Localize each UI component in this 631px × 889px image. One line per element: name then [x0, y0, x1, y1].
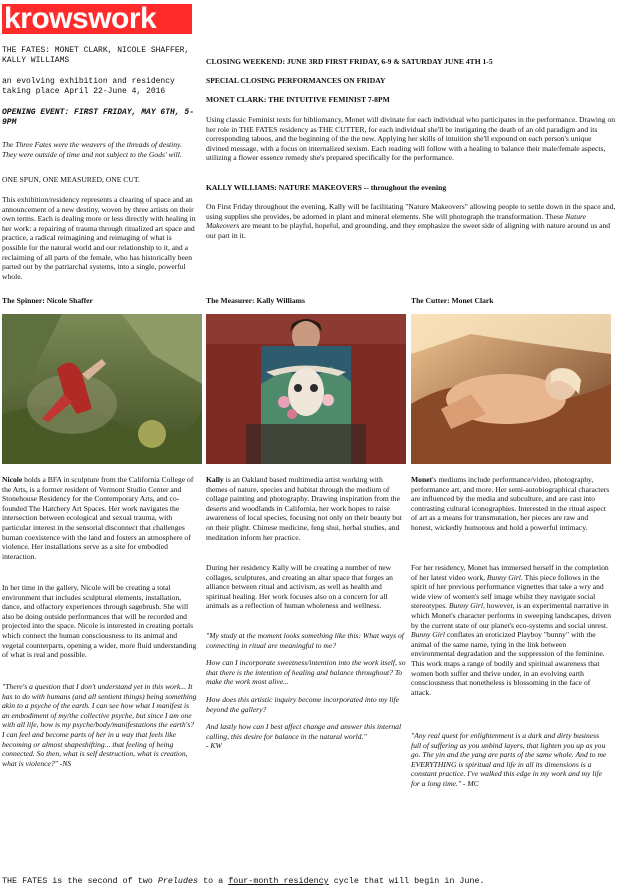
spinner-heading: The Spinner: Nicole Shaffer: [2, 296, 93, 305]
kally-performance-description: On First Friday throughout the evening, Kally will be facilitating "Nature Makeovers" allowing people to settle down in the space and, using supplies she provides, be adorned in plant and mineral elements. She will photograph the transformation. These Nature Makeovers are meant to be playful, hopeful, and grounding, and they emphasize the sweet side of aligning with nature around us and our part in it.: [206, 202, 616, 240]
cutter-heading: The Cutter: Monet Clark: [411, 296, 494, 305]
nicole-quote: "There's a question that I don't understand yet in this work... It has to do with humans (and all sentient things) being something akin to a psyche of the earth. I can see how what I manifest is an embodiment of my/the collective psyche, but since I am one with all life, how is my psyche/body/manifestations the earth's? I can feel and become parts of her in a way that feels like becoming or almost shapeshifting... that feeling of being connected. So then, what is self destruction, what is creation, what is violence?" -NS: [2, 682, 197, 768]
monet-residency: For her residency, Monet has immersed herself in the completion of her latest video work, Bunny Girl. This piece follows in the spirit of her previous performance vignettes that take a wry and wide view of women's self image whilst they navigate social stereotypes. Bunny Girl, however, is an experimental narrative in which Monet's character performs in sweeping landscapes, driven by the current state of our planet's eco-systems and social unrest. Bunny Girl conflates an eroticized Playboy "bunny" with the animal of the same name, tying in the link between environmental degradation and the suppression of the feminine. This work maps a range of bodily and spiritual awareness that women both suffer and thrive under, in an evolving earth consciousness that nonetheless is blossoming in the face of attack.: [411, 563, 612, 697]
brand-logo[interactable]: krowswork: [2, 4, 192, 34]
closing-weekend-heading: CLOSING WEEKEND: JUNE 3RD FIRST FRIDAY, 6-9 & SATURDAY JUNE 4TH 1-5: [206, 57, 493, 66]
monet-bio: Monet's mediums include performance/video, photography, performance art, and more. Her semi-autobiographical characters are influenced by the media and subculture, and are cast into contrasting cultural iconographies. Interested in the ritual aspect of art as a means for transmutation, her pieces are raw and honest, wickedly humorous and hold a powerful intimacy.: [411, 475, 610, 532]
kally-residency: During her residency Kally will be creating a number of new collages, sculptures, and creating an altar space that forges an alliance between ritual and activism, as well as health and spiritual healing. Her work focuses also on a concern for all animals as a reflection of human wholeness and wellness.: [206, 563, 393, 611]
spinner-photo: [2, 314, 202, 464]
kally-performance-heading: KALLY WILLIAMS: NATURE MAKEOVERS -- throughout the evening: [206, 183, 447, 192]
kally-bio: Kally is an Oakland based multimedia artist working with themes of nature, species and habitat through the medium of collage painting and photography. Drawing inspiration from the deserts and woodlands in California, her work hopes to raise awareness of local species, focusing not only on their beauty but on their plight. Chinese medicine, feng shui, herbal studies, and meditation inform her practice.: [206, 475, 402, 542]
fates-quote: The Three Fates were the weavers of the threads of destiny. They were outside of time and not subject to the Gods' will.: [2, 140, 182, 159]
exhibition-description: This exhibition/residency represents a clearing of space and an announcement of a new destiny, woven by three artists on their own terms. Each is dealing more or less directly with healing in her work: a repairing of trauma through ritualized art space and practice, a radical reimagining and reimaging of what is possible for the natural world and our relationship to it, and a reclaiming of all parts of the female, who has historically been parted out by the patriarchal systems, into a single, powerful whole.: [2, 195, 196, 281]
closing-performances-heading: SPECIAL CLOSING PERFORMANCES ON FRIDAY: [206, 76, 386, 85]
measurer-photo: [206, 314, 406, 464]
cutter-photo: [411, 314, 611, 464]
footer-note: THE FATES is the second of two Preludes to a four-month residency cycle that will begin in June.: [2, 876, 485, 886]
measurer-heading: The Measurer: Kally Williams: [206, 296, 305, 305]
nicole-bio: Nicole holds a BFA in sculpture from the California College of the Arts, is a former resident of Vermont Studio Center and Stonehouse Residency for the Contemporary Arts, and co-founded The Hatchery Art Spaces. Her work navigates the intersection between ecological and sexual trauma, with particular interest in the sensorial disconnect that challenges human coexistence with the land and fosters an atmosphere of violence. Her installations serve as a site for embodied interaction.: [2, 475, 194, 561]
monet-performance-description: Using classic Feminist texts for bibliomancy, Monet will divinate for each individual who participates in the performance. Drawing on her role in THE FATES residency as THE CUTTER, for each individual she'll be instigating the death of an old paradigm and its corresponding taboos, and the beginning of the the new. Applying her skills of intuition she'll expound on each person's unique divined message, with a focus on internalized sexism. Each reading will follow with a healing to balance their male/female aspects, utilizing a flower essence remedy she's prepared specifically for the performance.: [206, 115, 616, 163]
opening-event: OPENING EVENT: FIRST FRIDAY, MAY 6TH, 5-9PM: [2, 108, 195, 127]
exhibition-subtitle: an evolving exhibition and residency taking place April 22-June 4, 2016: [2, 77, 175, 96]
monet-performance-heading: MONET CLARK: THE INTUITIVE FEMINIST 7-8PM: [206, 95, 390, 104]
one-spun-line: ONE SPUN, ONE MEASURED, ONE CUT.: [2, 175, 140, 184]
nicole-residency: In her time in the gallery, Nicole will be creating a total environment that includes sculptural elements, installation, dance, and olfactory experiences through sagebrush. She will also be doing outside performances that will be recorded and projected into the space. Nicole is interested in creating portals which connect the human consciousness to its animal and vegetal counterparts, opening a wider, more fluid understanding of what is real and possible.: [2, 583, 197, 660]
residency-link[interactable]: four-month residency: [228, 876, 329, 886]
kally-quote: "My study at the moment looks something like this: What ways of connecting in ritual are meaningful to me? How can I incorporate sweetness/intention into the work itself, so that there is the intention of healing and balance throughout? To make the work most alive... How does this artistic inquiry become incorporated into my life beyond the gallery? And lastly how can I best affect change and answer this internal calling, this desire for balance in the natural world." - KW: [206, 631, 406, 751]
monet-quote: "Any real quest for enlightenment is a dark and dirty business full of suffering as you unbind layers, that lighten you up as you go. The yin and the yang are parts of the same whole. And to me EVERYTHING is spiritual and life in all its dimensions is a constant practice. I've walked this edge in my work and my life for a long time." - MC: [411, 731, 607, 788]
exhibition-title: THE FATES: MONET CLARK, NICOLE SHAFFER, KALLY WILLIAMS: [2, 46, 190, 65]
